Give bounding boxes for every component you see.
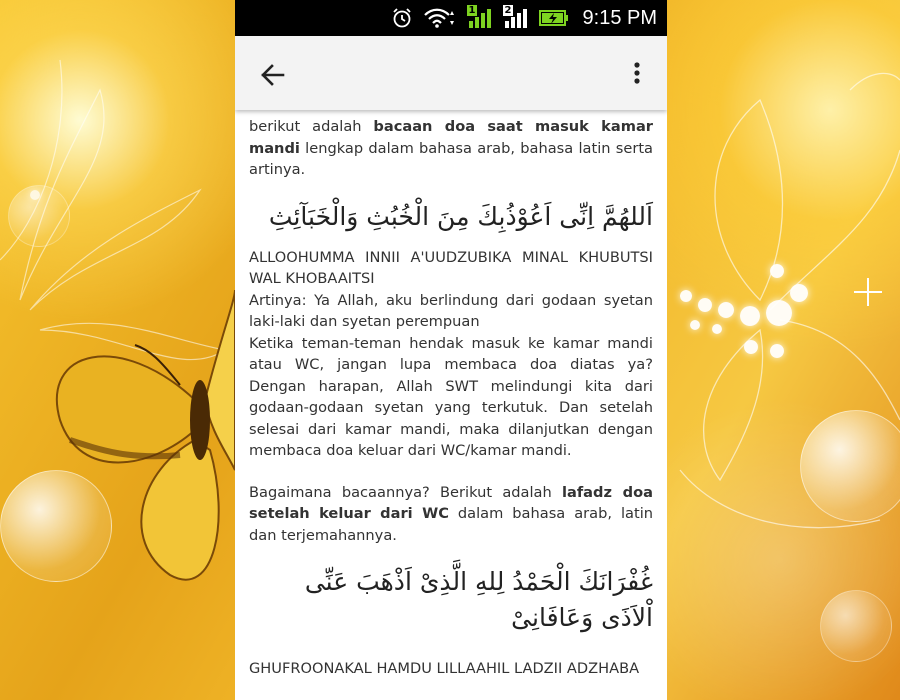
butterfly-image bbox=[57, 290, 235, 580]
p2-bold-text: lafadz doa setelah keluar dari WC bbox=[249, 483, 653, 522]
signal-1-icon bbox=[467, 7, 493, 29]
sim2-label: 2 bbox=[504, 5, 512, 16]
article-content bbox=[235, 110, 667, 700]
battery-charging-icon bbox=[539, 9, 569, 27]
app-bar bbox=[235, 36, 667, 110]
arabic-prayer-leaving: غُفْرَانَكَ الْحَمْدُ لِلهِ الَّذِىْ اَذْهَبَ عَنِّى اْلاَذَى وَعَافَانِىْ bbox=[304, 567, 653, 632]
status-icons bbox=[391, 7, 657, 30]
arrow-left-icon bbox=[257, 60, 287, 90]
phone-screen bbox=[235, 0, 667, 700]
arabic-prayer-entering: اَللهُمَّ اِنِّى اَعُوْذُبِكَ مِنَ الْخُبُثِ وَالْخَبَآئِثِ bbox=[268, 201, 653, 231]
wifi-icon bbox=[423, 7, 457, 29]
p2-text: Bagaimana bacaannya? Berikut adalah bbox=[249, 483, 562, 501]
intro-bold-text: bacaan doa saat masuk kamar mandi bbox=[249, 118, 653, 157]
overflow-menu-button[interactable] bbox=[625, 60, 649, 90]
signal-2-icon bbox=[503, 7, 529, 29]
latin-transliteration-entering: ALLOOHUMMA INNII A'UUDZUBIKA MINAL KHUBUTSI WAL KHOBAAITSI bbox=[249, 248, 653, 287]
back-button[interactable] bbox=[257, 60, 287, 90]
intro-suffix-text: lengkap dalam bahasa arab, bahasa latin serta artinya. bbox=[249, 139, 653, 178]
second-paragraph bbox=[249, 482, 653, 547]
latin-transliteration-leaving: GHUFROONAKAL HAMDU LILLAAHIL LADZII ADZHABA bbox=[249, 660, 640, 677]
intro-text: berikut adalah bbox=[249, 118, 374, 135]
translation-blockquote: Artinya: Ya Allah, aku berlindung dari godaan syetan laki-laki dan syetan perempuan bbox=[249, 291, 653, 330]
p2-suffix-text: dalam bahasa arab, latin dan terjemahannya. bbox=[249, 505, 654, 544]
alarm-icon bbox=[391, 7, 413, 29]
status-bar bbox=[235, 0, 667, 36]
paragraph-gap bbox=[249, 462, 653, 482]
intro-paragraph bbox=[249, 116, 653, 181]
status-time: 9:15 PM bbox=[582, 6, 657, 29]
more-vert-icon bbox=[625, 60, 649, 90]
sim1-label: 1 bbox=[468, 5, 476, 16]
body-paragraph: Ketika teman-teman hendak masuk ke kamar mandi atau WC, jangan lupa membaca doa diatas ya? Dengan harapan, Allah SWT melindungi kita dari godaan-godaan syetan yang terkutuk. Dan setelah selesai dari kamar mandi, maka dilanjutkan dengan membaca doa keluar dari WC/kamar mandi. bbox=[249, 334, 653, 459]
sparkle-icon bbox=[854, 278, 882, 306]
